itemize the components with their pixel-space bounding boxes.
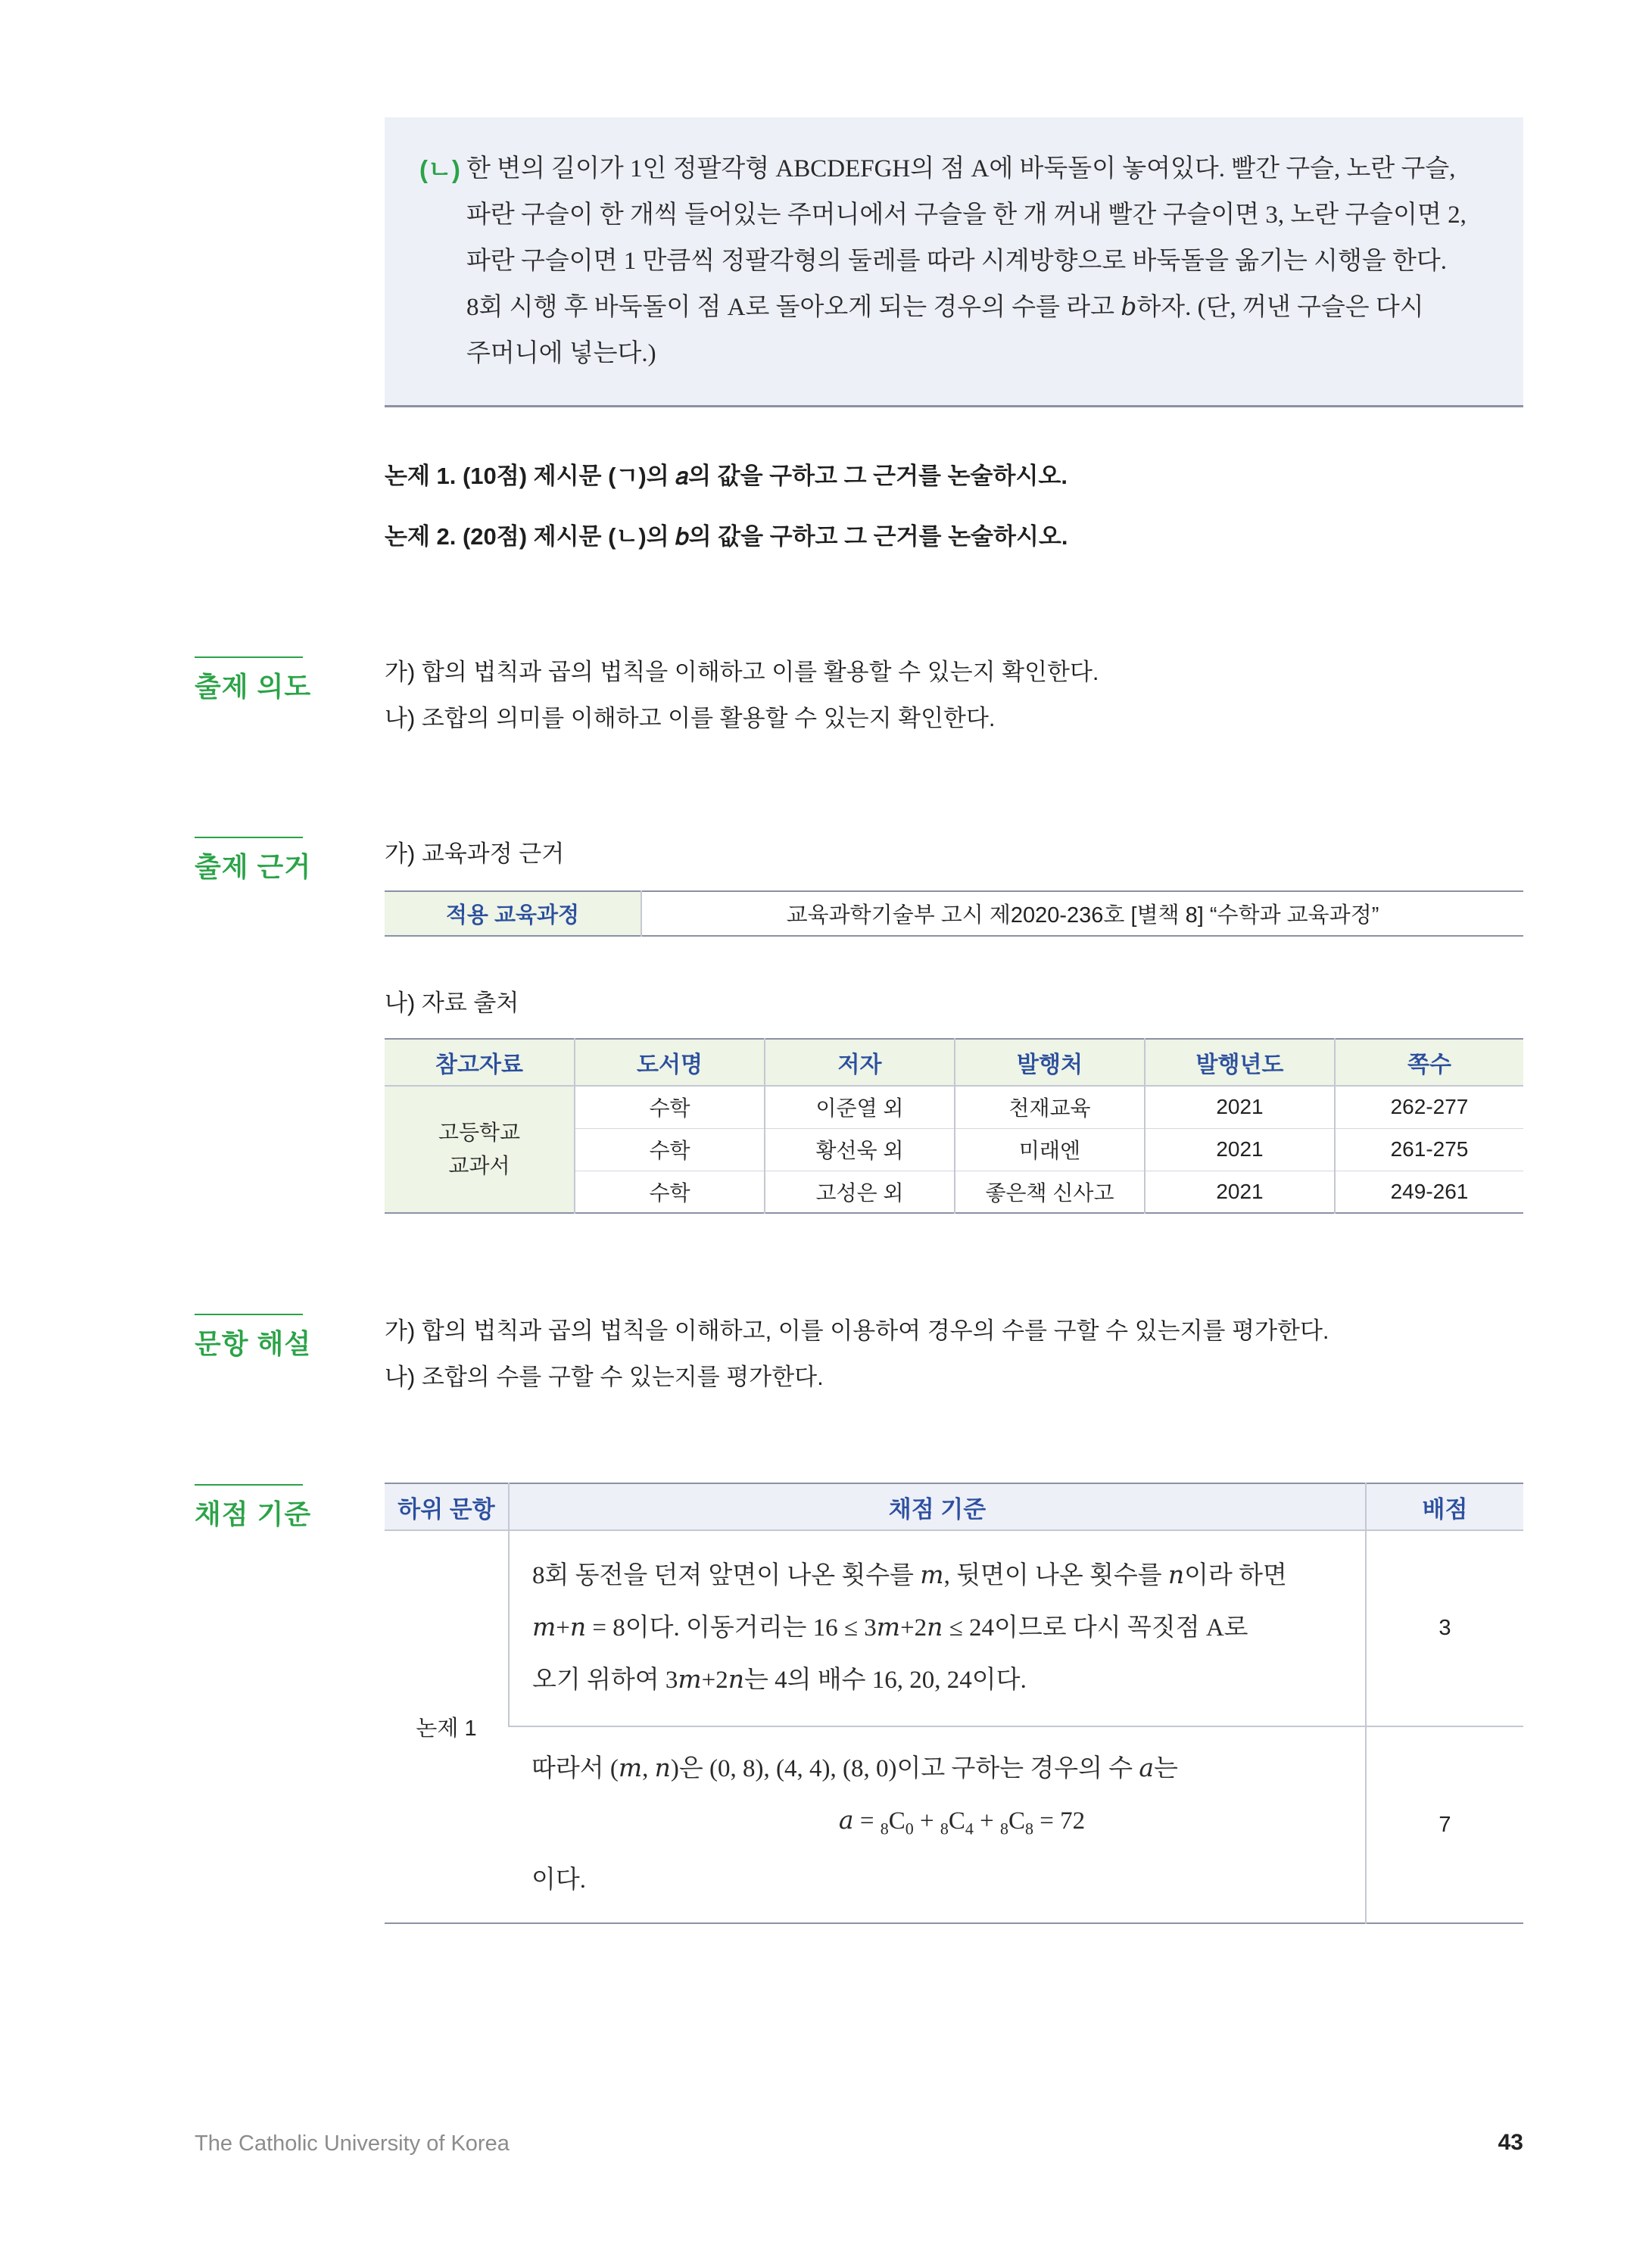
table-cell: 미래엔 — [955, 1128, 1145, 1171]
task-1: 논제 1. (10점) 제시문 (ㄱ)의 𝑎의 값을 구하고 그 근거를 논술하시오. — [385, 463, 1068, 489]
formula-prefix: 8 — [999, 1819, 1008, 1838]
explanation-line: 가) 합의 법칙과 곱의 법칙을 이해하고, 이를 이용하여 경우의 수를 구할 수 있는지를 평가한다. — [385, 1317, 1329, 1344]
passage-line: 파란 구슬이 한 개씩 들어있는 주머니에서 구슬을 한 개 꺼내 빨간 구슬이면 3, 노란 구슬이면 2, — [466, 201, 1467, 229]
curriculum-label: 적용 교육과정 — [385, 891, 641, 936]
criteria-line: 이다. — [531, 1866, 587, 1894]
section-heading-grading: 채점 기준 — [195, 1484, 303, 1532]
intent-line: 나) 조합의 의미를 이해하고 이를 활용할 수 있는지 확인한다. — [385, 705, 996, 731]
column-header: 하위 문항 — [385, 1483, 509, 1530]
source-group-line: 교과서 — [448, 1154, 510, 1177]
formula-prefix: 8 — [880, 1819, 889, 1838]
section-heading-intent: 출제 의도 — [195, 656, 303, 704]
footer-university: The Catholic University of Korea — [195, 2131, 510, 2156]
source-group-cell — [385, 1086, 575, 1213]
page-number: 43 — [1498, 2130, 1523, 2155]
table-header-row — [385, 1483, 1523, 1530]
passage-line: 한 변의 길이가 1인 정팔각형 ABCDEFGH의 점 A에 바둑돌이 놓여있다. 빨간 구슬, 노란 구슬, — [466, 155, 1456, 182]
table-cell: 수학 — [575, 1171, 765, 1213]
formula-sub: 0 — [905, 1819, 914, 1838]
column-header: 쪽수 — [1335, 1039, 1523, 1086]
formula-sub: 4 — [965, 1819, 974, 1838]
table-cell: 2021 — [1145, 1086, 1335, 1128]
column-header: 발행년도 — [1145, 1039, 1335, 1086]
passage-box — [385, 117, 1523, 407]
intent-line: 가) 합의 법칙과 곱의 법칙을 이해하고 이를 활용할 수 있는지 확인한다. — [385, 659, 1099, 685]
criteria-line: 오기 위하여 3𝑚+2𝑛는 4의 배수 16, 20, 24이다. — [532, 1667, 1027, 1694]
table-cell: 천재교육 — [955, 1086, 1145, 1128]
criteria-block — [509, 1726, 1366, 1923]
table-cell: 이준열 외 — [765, 1086, 955, 1128]
table-row — [385, 891, 1523, 936]
grading-table — [385, 1483, 1523, 1924]
criteria-block — [509, 1530, 1366, 1726]
table-cell: 2021 — [1145, 1128, 1335, 1171]
sub-item-cell: 논제 1 — [416, 1717, 477, 1741]
passage-line: 파란 구슬이면 1 만큼씩 정팔각형의 둘레를 따라 시계방향으로 바둑돌을 옮기는 시행을 한다. — [466, 248, 1447, 275]
criteria-line: 따라서 (𝑚, 𝑛)은 (0, 8), (4, 4), (8, 0)이고 구하는 경우의 수 𝑎는 — [531, 1754, 1178, 1782]
table-cell: 2021 — [1145, 1171, 1335, 1213]
table-cell: 수학 — [575, 1128, 765, 1171]
section-heading-basis: 출제 근거 — [195, 837, 303, 884]
criteria-line: 𝑚+𝑛 = 8이다. 이동거리는 16 ≤ 3𝑚+2𝑛 ≤ 24이므로 다시 꼭짓점 A로 — [532, 1614, 1248, 1642]
column-header: 배점 — [1366, 1483, 1523, 1530]
passage-line: 주머니에 넣는다.) — [466, 340, 656, 367]
curriculum-value: 교육과학기술부 고시 제2020-236호 [별책 8] “수학과 교육과정” — [786, 903, 1379, 928]
column-header: 채점 기준 — [509, 1483, 1366, 1530]
formula-plus: + — [919, 1807, 934, 1835]
table-cell: 261-275 — [1335, 1128, 1523, 1171]
curriculum-title: 가) 교육과정 근거 — [385, 840, 565, 867]
formula-base: C — [1008, 1807, 1025, 1835]
table-row — [385, 1086, 1523, 1128]
passage-marker: (ㄴ) — [419, 155, 460, 183]
column-header: 저자 — [765, 1039, 955, 1086]
table-cell: 249-261 — [1335, 1171, 1523, 1213]
passage-row — [419, 146, 1484, 377]
explanation-line: 나) 조합의 수를 구할 수 있는지를 평가한다. — [385, 1364, 824, 1390]
score-cell: 7 — [1366, 1726, 1523, 1923]
sources-table — [385, 1038, 1523, 1214]
formula-base: C — [888, 1807, 905, 1835]
task-2: 논제 2. (20점) 제시문 (ㄴ)의 𝑏의 값을 구하고 그 근거를 논술하시오. — [385, 523, 1068, 550]
table-cell: 황선욱 외 — [765, 1128, 955, 1171]
formula-base: C — [948, 1807, 965, 1835]
formula-result: = 72 — [1040, 1807, 1086, 1835]
table-row — [385, 1726, 1523, 1923]
section-heading-explanation: 문항 해설 — [195, 1314, 303, 1361]
passage-text — [466, 146, 1467, 377]
table-row — [385, 1530, 1523, 1726]
score-cell: 3 — [1366, 1530, 1523, 1726]
table-cell: 수학 — [575, 1086, 765, 1128]
table-cell: 고성은 외 — [765, 1171, 955, 1213]
formula-plus: + — [980, 1807, 994, 1835]
column-header: 도서명 — [575, 1039, 765, 1086]
criteria-line: 8회 동전을 던져 앞면이 나온 횟수를 𝑚, 뒷면이 나온 횟수를 𝑛이라 하면 — [532, 1562, 1287, 1589]
formula-prefix: 8 — [940, 1819, 949, 1838]
curriculum-table — [385, 890, 1523, 937]
source-group-line: 고등학교 — [438, 1121, 521, 1144]
formula-sub: 8 — [1024, 1819, 1033, 1838]
column-header: 참고자료 — [385, 1039, 575, 1086]
sources-title: 나) 자료 출처 — [385, 990, 519, 1016]
table-header-row — [385, 1039, 1523, 1086]
column-header: 발행처 — [955, 1039, 1145, 1086]
passage-line: 8회 시행 후 바둑돌이 점 A로 돌아오게 되는 경우의 수를 라고 𝑏하자. (단, 꺼낸 구슬은 다시 — [466, 294, 1424, 321]
table-cell: 262-277 — [1335, 1086, 1523, 1128]
formula-lhs: 𝑎 = — [838, 1807, 874, 1835]
table-cell: 좋은책 신사고 — [955, 1171, 1145, 1213]
formula — [531, 1795, 1347, 1855]
